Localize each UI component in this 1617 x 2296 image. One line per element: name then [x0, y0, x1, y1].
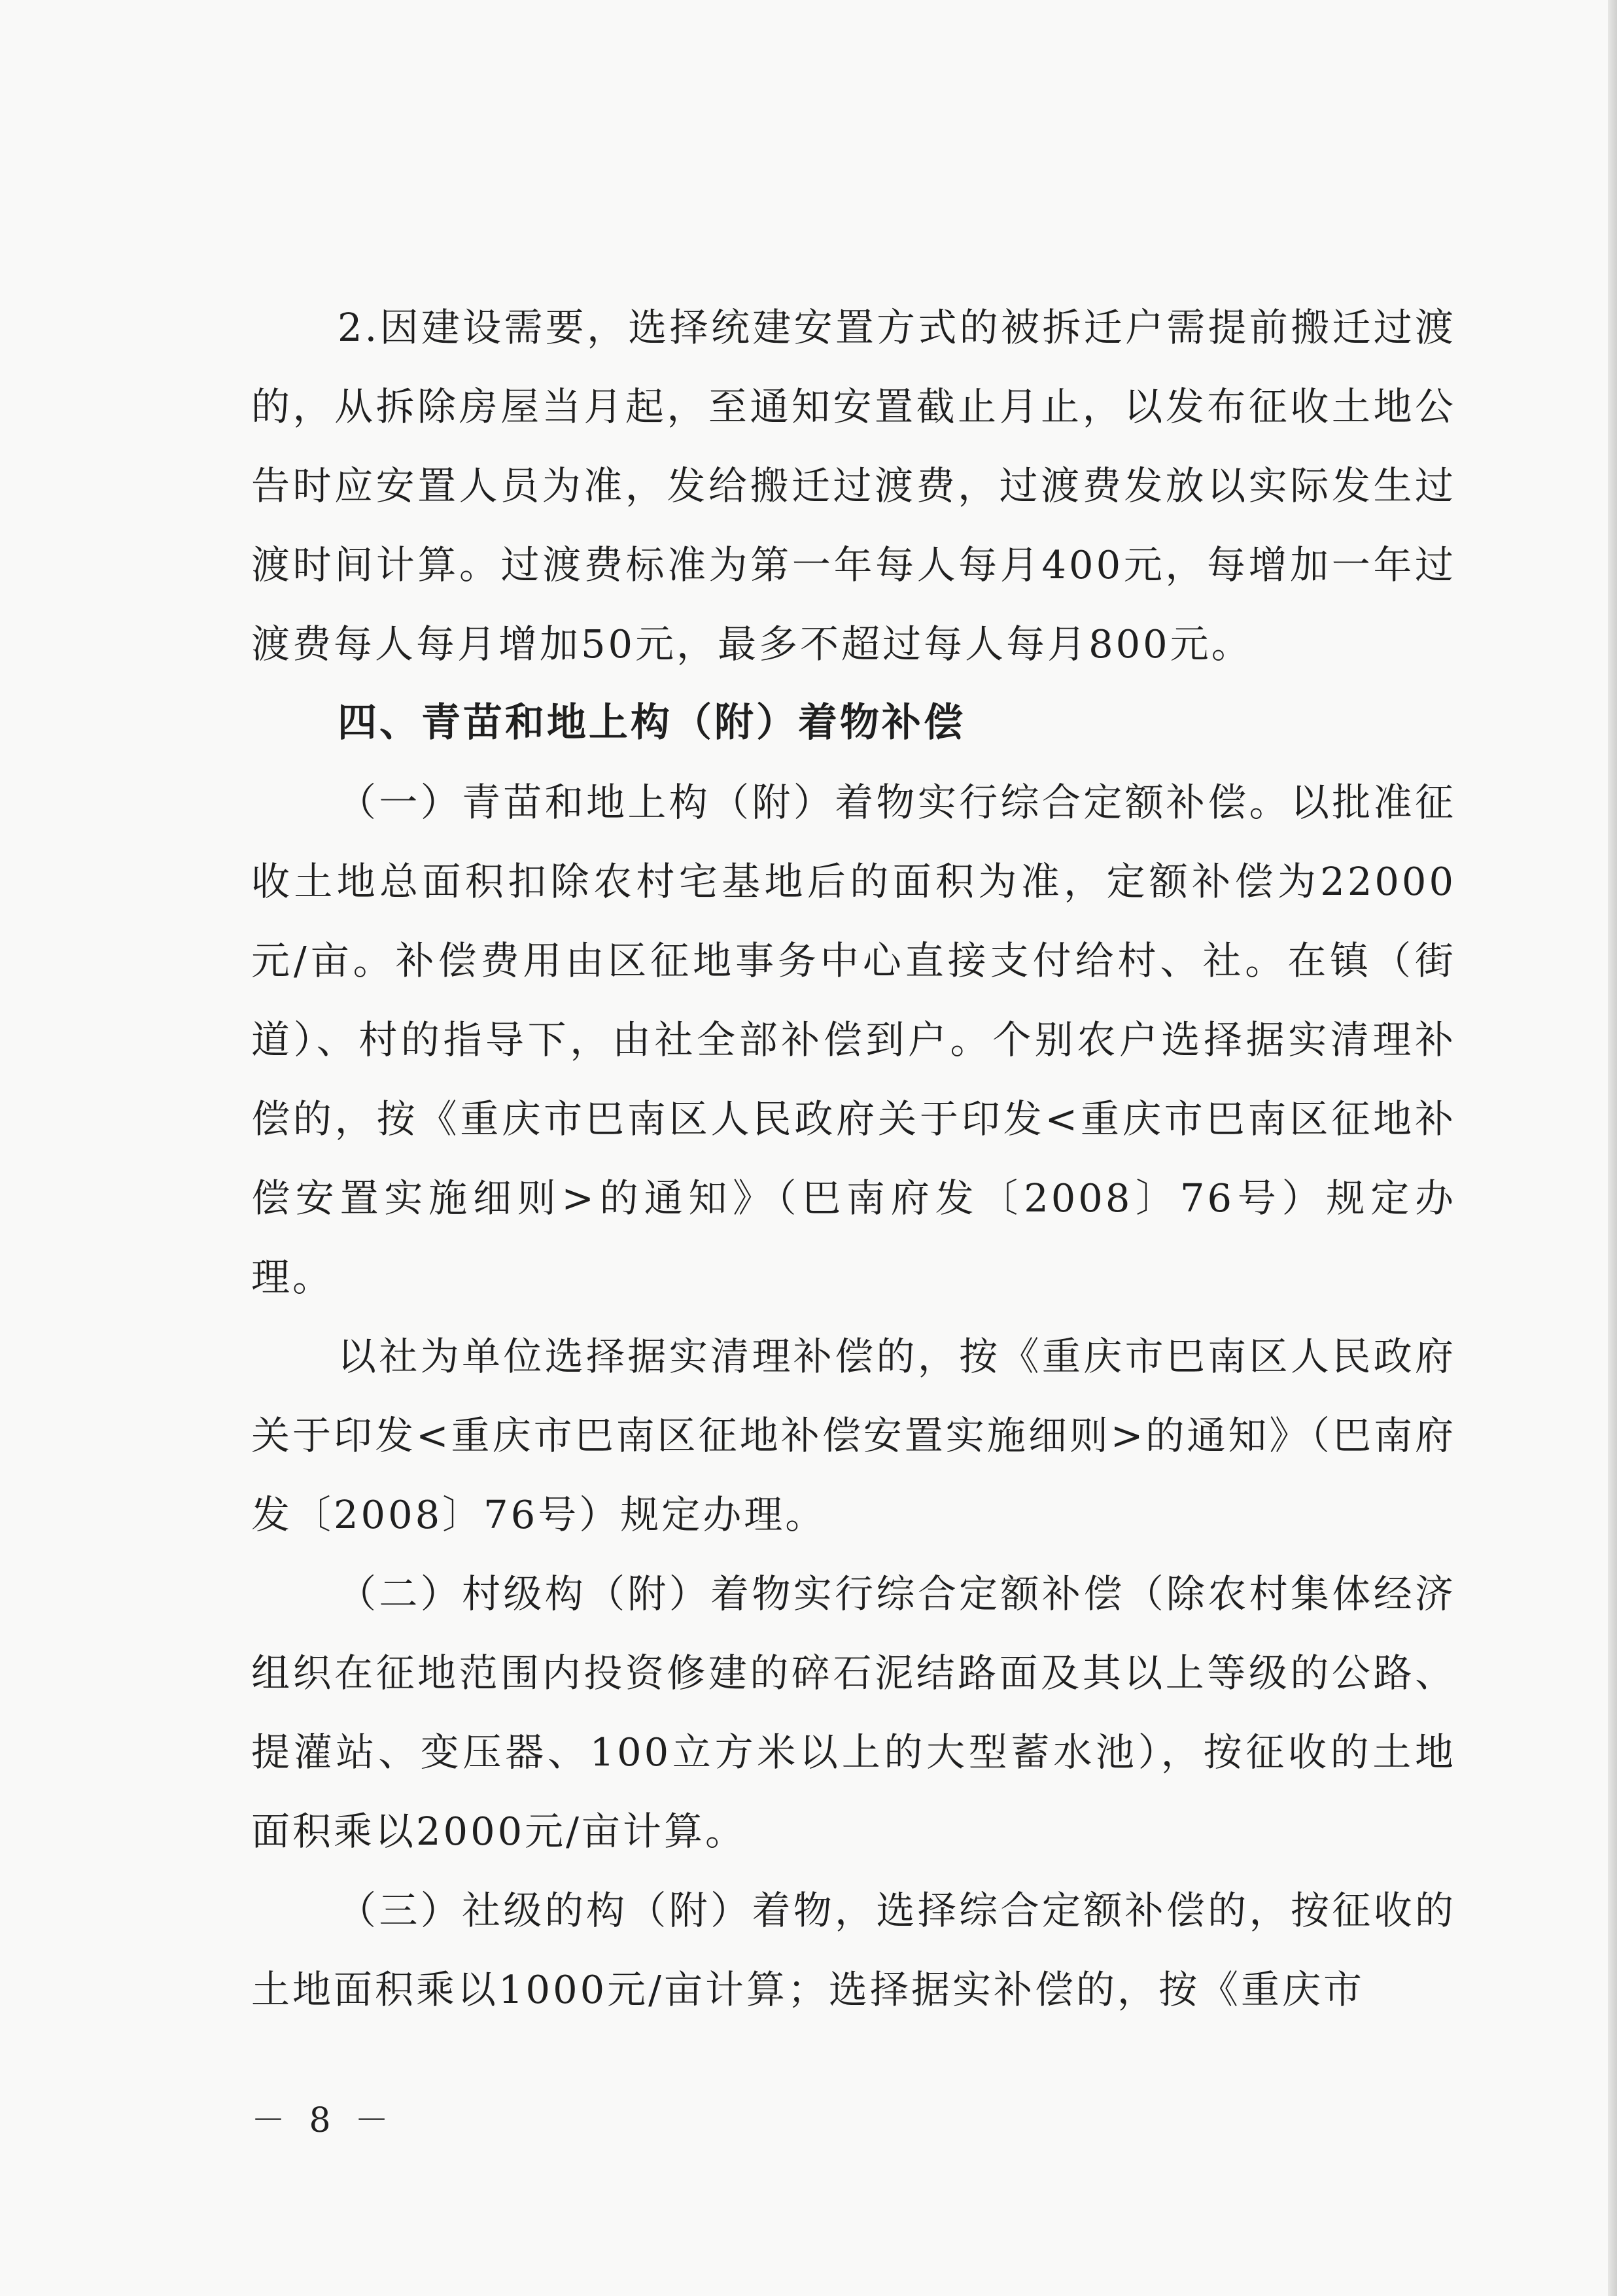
paragraph-relocation-fee: 2.因建设需要，选择统建安置方式的被拆迁户需提前搬迁过渡的，从拆除房屋当月起，至通知安置截止月止，以发布征收土地公告时应安置人员为准，发给搬迁过渡费，过渡费发放以实际发生过渡时间计算。过渡费标准为第一年每人每月400元，每增加一年过渡费每人每月增加50元，最多不超过每人每月800元。 [251, 305, 1456, 667]
paragraph-item-2: （二）村级构（附）着物实行综合定额补偿（除农村集体经济组织在征地范围内投资修建的碎石泥结路面及其以上等级的公路、提灌站、变压器、100立方米以上的大型蓄水池），按征收的土地面积乘以2000元/亩计算。 [251, 1571, 1456, 1854]
paragraph-item-1: （一）青苗和地上构（附）着物实行综合定额补偿。以批准征收土地总面积扣除农村宅基地后的面积为准，定额补偿为22000元/亩。补偿费用由区征地事务中心直接支付给村、社。在镇（街道）、村的指导下，由社全部补偿到户。个别农户选择据实清理补偿的，按《重庆市巴南区人民政府关于印发<重庆市巴南区征地补偿安置实施细则>的通知》（巴南府发〔2008〕76号）规定办理。 [251, 780, 1456, 1300]
paragraph-item-3: （三）社级的构（附）着物，选择综合定额补偿的，按征收的土地面积乘以1000元/亩计算；选择据实补偿的，按《重庆市 [251, 1888, 1456, 2012]
document-body [251, 288, 1456, 2029]
page-edge [1608, 0, 1617, 2296]
section-heading-crop-compensation: 四、青苗和地上构（附）着物补偿 [338, 700, 965, 746]
paragraph-collective-cleanup: 以社为单位选择据实清理补偿的，按《重庆市巴南区人民政府关于印发<重庆市巴南区征地补偿安置实施细则>的通知》（巴南府发〔2008〕76号）规定办理。 [251, 1334, 1456, 1537]
page-number: － 8 － [251, 2101, 396, 2140]
